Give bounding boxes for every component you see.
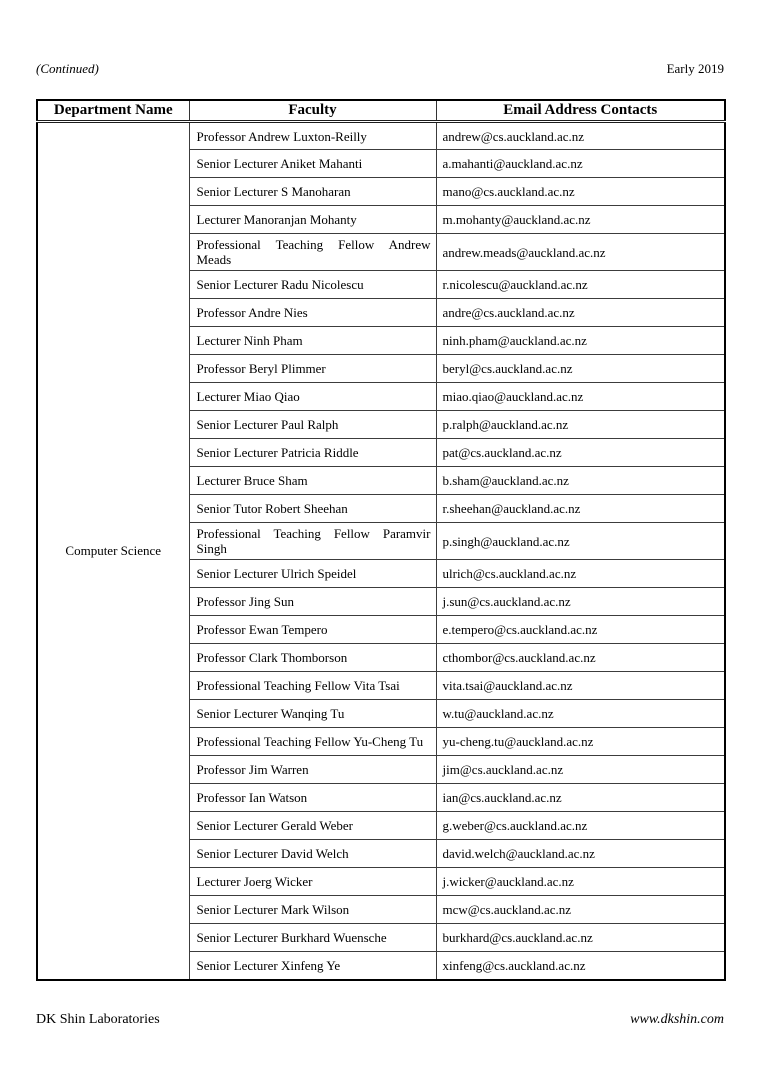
email-cell: miao.qiao@auckland.ac.nz (436, 383, 725, 411)
faculty-cell: Senior Lecturer Patricia Riddle (189, 439, 436, 467)
faculty-cell: Senior Lecturer Radu Nicolescu (189, 271, 436, 299)
department-name-cell: Computer Science (37, 122, 189, 980)
email-cell: pat@cs.auckland.ac.nz (436, 439, 725, 467)
date-label: Early 2019 (666, 61, 724, 76)
email-cell: vita.tsai@auckland.ac.nz (436, 672, 725, 700)
email-cell: andrew@cs.auckland.ac.nz (436, 122, 725, 150)
email-cell: mcw@cs.auckland.ac.nz (436, 896, 725, 924)
email-cell: m.mohanty@auckland.ac.nz (436, 206, 725, 234)
email-cell: burkhard@cs.auckland.ac.nz (436, 924, 725, 952)
faculty-cell: Professional Teaching Fellow Andrew Meads (189, 234, 436, 271)
email-cell: beryl@cs.auckland.ac.nz (436, 355, 725, 383)
email-cell: j.sun@cs.auckland.ac.nz (436, 588, 725, 616)
continued-label: (Continued) (36, 61, 99, 76)
email-cell: r.nicolescu@auckland.ac.nz (436, 271, 725, 299)
column-header-faculty: Faculty (189, 100, 436, 122)
email-cell: ian@cs.auckland.ac.nz (436, 784, 725, 812)
email-cell: g.weber@cs.auckland.ac.nz (436, 812, 725, 840)
faculty-cell: Lecturer Miao Qiao (189, 383, 436, 411)
table-header-row (37, 100, 725, 122)
column-header-department: Department Name (37, 100, 189, 122)
email-cell: p.ralph@auckland.ac.nz (436, 411, 725, 439)
email-cell: j.wicker@auckland.ac.nz (436, 868, 725, 896)
faculty-cell: Senior Lecturer S Manoharan (189, 178, 436, 206)
email-cell: e.tempero@cs.auckland.ac.nz (436, 616, 725, 644)
faculty-cell: Professor Andrew Luxton-Reilly (189, 122, 436, 150)
page-header (36, 61, 724, 76)
email-cell: p.singh@auckland.ac.nz (436, 523, 725, 560)
column-header-email: Email Address Contacts (436, 100, 725, 122)
email-cell: cthombor@cs.auckland.ac.nz (436, 644, 725, 672)
faculty-cell: Professor Ian Watson (189, 784, 436, 812)
faculty-cell: Professor Beryl Plimmer (189, 355, 436, 383)
email-cell: ulrich@cs.auckland.ac.nz (436, 560, 725, 588)
faculty-cell: Senior Lecturer Paul Ralph (189, 411, 436, 439)
faculty-cell: Senior Lecturer Ulrich Speidel (189, 560, 436, 588)
faculty-cell: Professional Teaching Fellow Yu-Cheng Tu (189, 728, 436, 756)
faculty-cell: Senior Tutor Robert Sheehan (189, 495, 436, 523)
footer-website-label: www.dkshin.com (630, 1012, 724, 1027)
faculty-table-body (37, 122, 725, 980)
email-cell: b.sham@auckland.ac.nz (436, 467, 725, 495)
email-cell: jim@cs.auckland.ac.nz (436, 756, 725, 784)
email-cell: andre@cs.auckland.ac.nz (436, 299, 725, 327)
email-cell: xinfeng@cs.auckland.ac.nz (436, 952, 725, 980)
faculty-cell: Professor Jing Sun (189, 588, 436, 616)
email-cell: mano@cs.auckland.ac.nz (436, 178, 725, 206)
faculty-cell: Senior Lecturer Aniket Mahanti (189, 150, 436, 178)
faculty-cell: Professional Teaching Fellow Vita Tsai (189, 672, 436, 700)
faculty-cell: Lecturer Bruce Sham (189, 467, 436, 495)
faculty-cell: Professor Jim Warren (189, 756, 436, 784)
email-cell: a.mahanti@auckland.ac.nz (436, 150, 725, 178)
faculty-cell: Senior Lecturer Mark Wilson (189, 896, 436, 924)
faculty-cell: Lecturer Manoranjan Mohanty (189, 206, 436, 234)
faculty-cell: Professor Andre Nies (189, 299, 436, 327)
faculty-directory-table (36, 99, 726, 981)
faculty-cell: Professor Clark Thomborson (189, 644, 436, 672)
email-cell: w.tu@auckland.ac.nz (436, 700, 725, 728)
faculty-cell: Professor Ewan Tempero (189, 616, 436, 644)
email-cell: r.sheehan@auckland.ac.nz (436, 495, 725, 523)
page-footer (36, 1011, 724, 1028)
faculty-cell: Senior Lecturer David Welch (189, 840, 436, 868)
faculty-cell: Lecturer Ninh Pham (189, 327, 436, 355)
table-row (37, 122, 725, 150)
faculty-cell: Professional Teaching Fellow Paramvir Singh (189, 523, 436, 560)
email-cell: david.welch@auckland.ac.nz (436, 840, 725, 868)
faculty-cell: Senior Lecturer Xinfeng Ye (189, 952, 436, 980)
faculty-cell: Senior Lecturer Gerald Weber (189, 812, 436, 840)
email-cell: andrew.meads@auckland.ac.nz (436, 234, 725, 271)
email-cell: ninh.pham@auckland.ac.nz (436, 327, 725, 355)
faculty-cell: Lecturer Joerg Wicker (189, 868, 436, 896)
email-cell: yu-cheng.tu@auckland.ac.nz (436, 728, 725, 756)
faculty-cell: Senior Lecturer Wanqing Tu (189, 700, 436, 728)
footer-company-label: DK Shin Laboratories (36, 1012, 160, 1027)
faculty-cell: Senior Lecturer Burkhard Wuensche (189, 924, 436, 952)
